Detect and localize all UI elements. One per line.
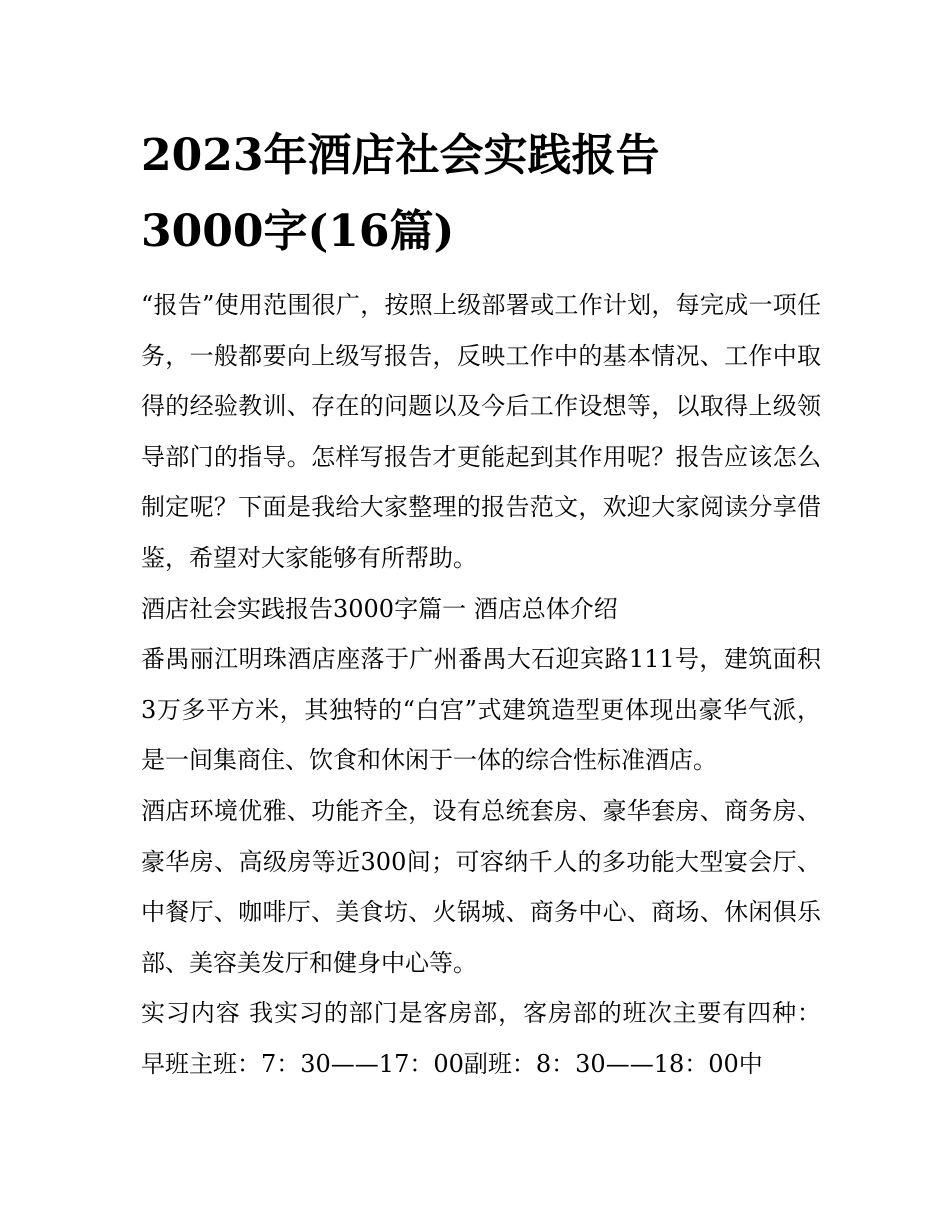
hotel-facilities-paragraph: 酒店环境优雅、功能齐全，设有总统套房、豪华套房、商务房、豪华房、高级房等近300间；可容纳千人的多功能大型宴会厅、中餐厅、咖啡厅、美食坊、火锅城、商务中心、商场、休闲俱乐部、美容美发厅和健身中心等。 bbox=[141, 796, 821, 977]
internship-content-paragraph: 实习内容 我实习的部门是客房部，客房部的班次主要有四种： 早班主班：7：30——17：00副班：8：30——18：00中 bbox=[141, 999, 821, 1078]
title-line-2: 3000字(16篇) bbox=[141, 206, 455, 257]
document-title bbox=[141, 118, 821, 270]
hotel-location-paragraph: 番禺丽江明珠酒店座落于广州番禺大石迎宾路111号，建筑面积3万多平方米，其独特的“白宫”式建筑造型更体现出豪华气派，是一间集商住、饮食和休闲于一体的综合性标准酒店。 bbox=[141, 645, 821, 775]
document-content bbox=[141, 118, 821, 1090]
intro-paragraph: “报告”使用范围很广，按照上级部署或工作计划，每完成一项任务，一般都要向上级写报告，反映工作中的基本情况、工作中取得的经验教训、存在的问题以及今后工作设想等，以取得上级领导部门的指导。怎样写报告才更能起到其作用呢？报告应该怎么制定呢？下面是我给大家整理的报告范文，欢迎大家阅读分享借鉴，希望对大家能够有所帮助。 bbox=[141, 291, 821, 572]
title-line-1: 2023年酒店社会实践报告 bbox=[141, 130, 660, 181]
document-body bbox=[141, 280, 821, 1090]
section-heading: 酒店社会实践报告3000字篇一 酒店总体介绍 bbox=[141, 594, 618, 623]
